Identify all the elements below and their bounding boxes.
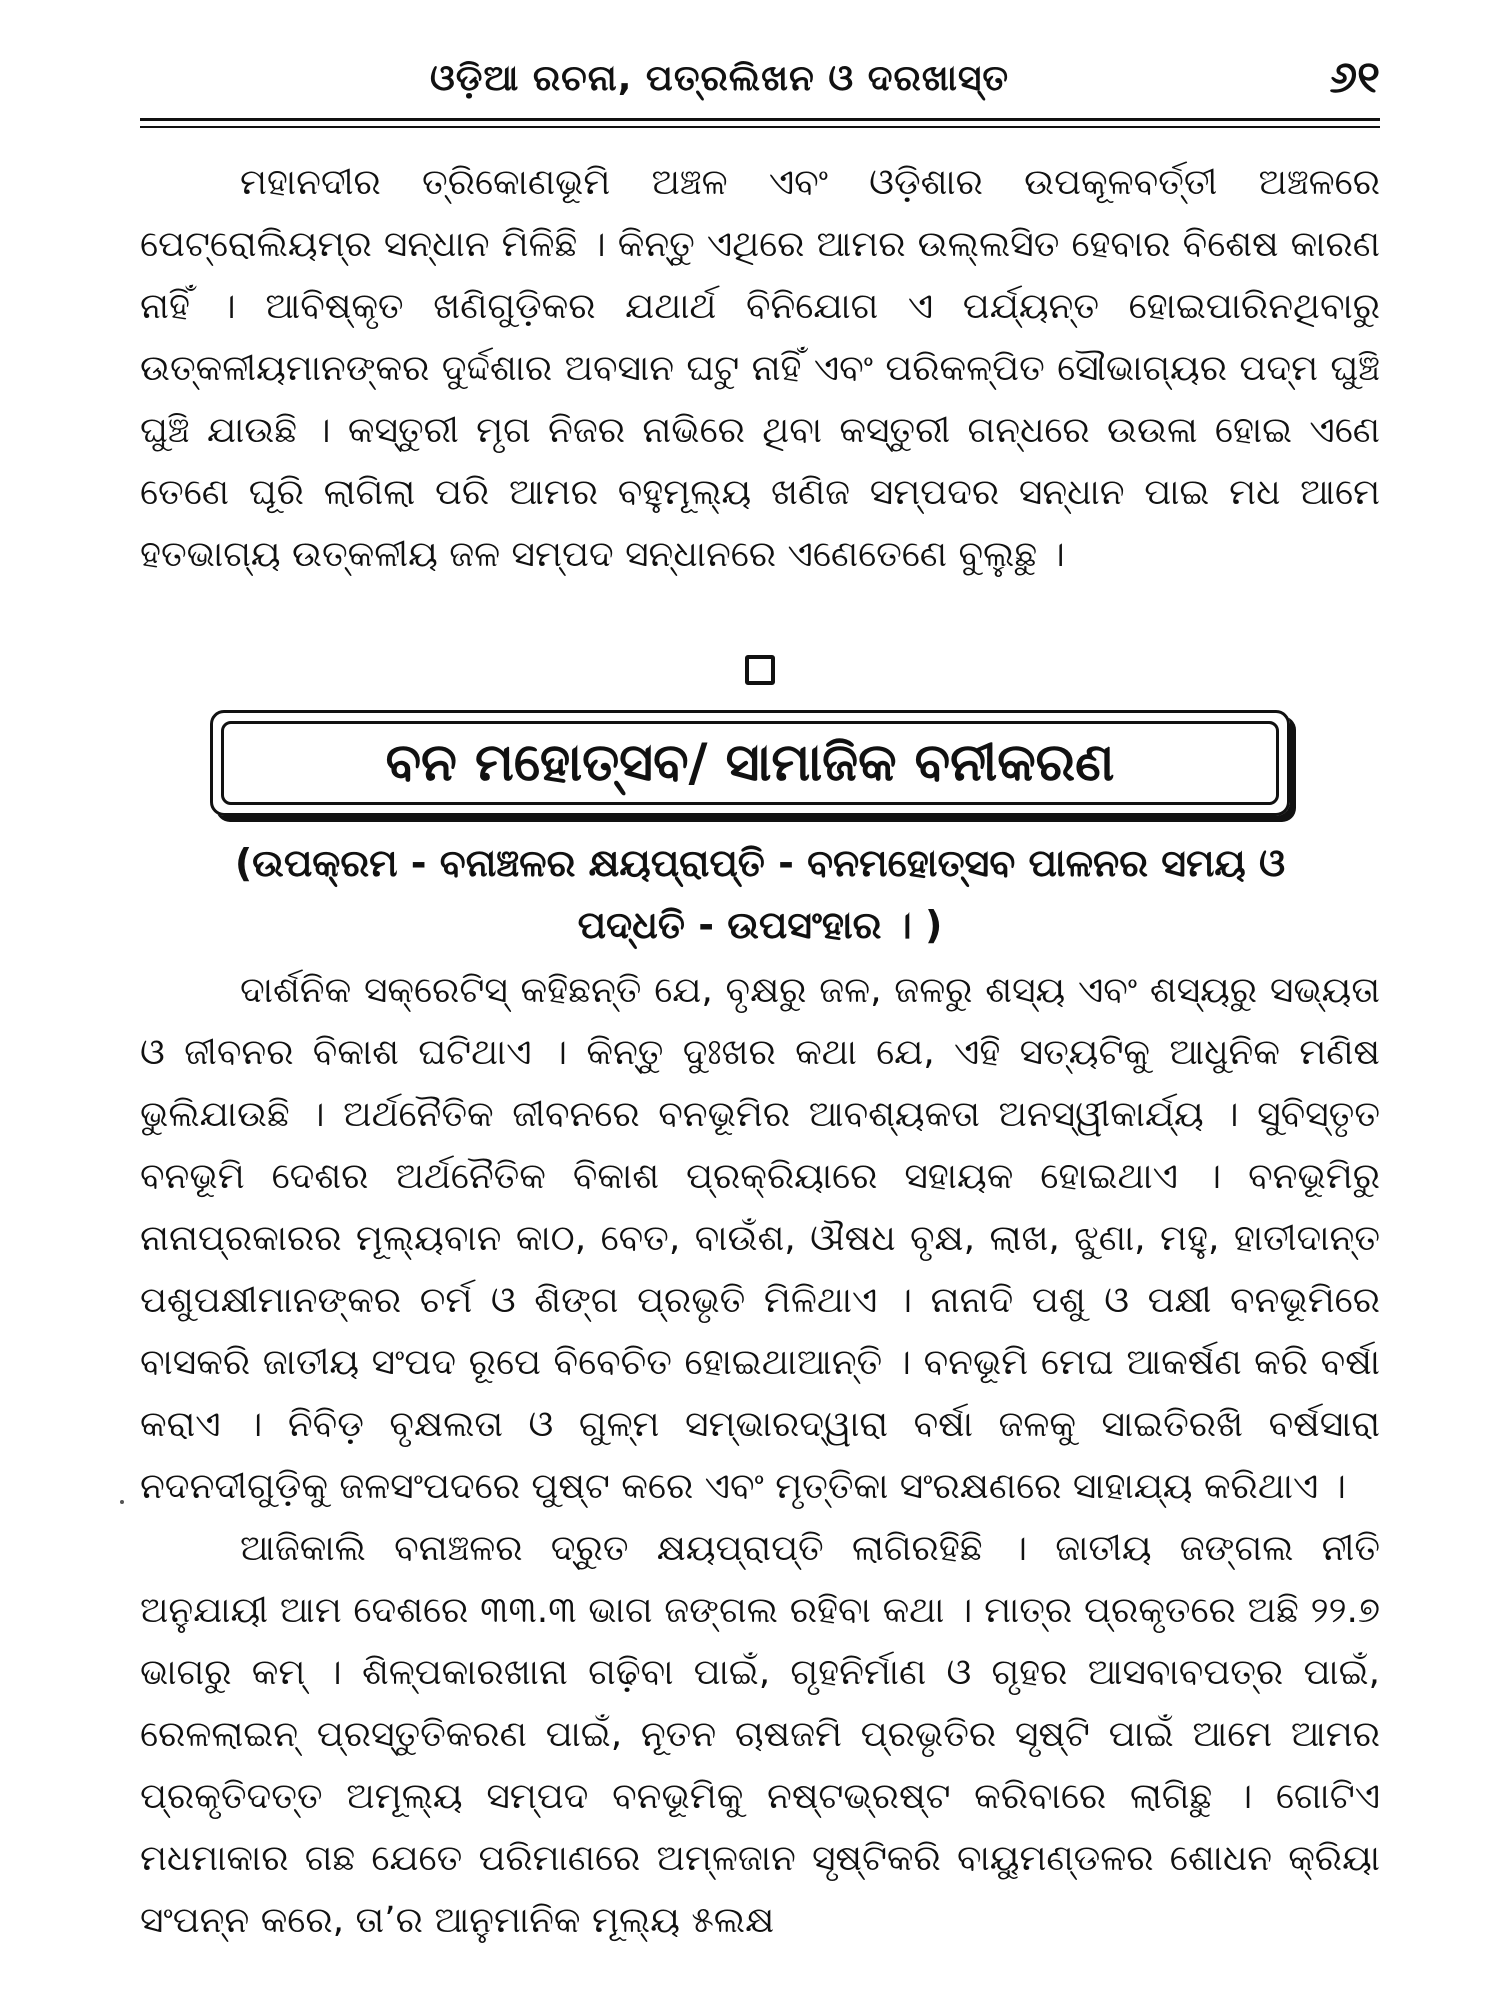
intro-paragraph: ମହାନଦୀର ତ୍ରିକୋଣଭୂମି ଅଞ୍ଚଳ ଏବଂ ଓଡ଼ିଶାର ଉପକୂଳବର୍ତ୍ତୀ ଅଞ୍ଚଳରେ ପେଟ୍ରୋଲିୟମ୍‌ର ସନ୍ଧାନ ମିଳିଛି । କିନ୍ତୁ ଏଥିରେ ଆମର ଉଲ୍ଲସିତ ହେବାର ବିଶେଷ କାରଣ ନାହିଁ । ଆବିଷ୍କୃତ ଖଣିଗୁଡ଼ିକର ଯଥାର୍ଥ ବିନିଯୋଗ ଏ ପର୍ଯ୍ୟନ୍ତ ହୋଇପାରିନଥିବାରୁ ଉତ୍କଳୀୟମାନଙ୍କର ଦୁର୍ଦ୍ଦଶାର ଅବସାନ ଘଟୁ ନାହିଁ ଏବଂ ପରିକଳ୍ପିତ ସୌଭାଗ୍ୟର ପଦ୍ମ ଘୁଞ୍ଚି ଘୁଞ୍ଚି ଯାଉଛି । କସ୍ତୁରୀ ମୃଗ ନିଜର ନାଭିରେ ଥିବା କସ୍ତୁରୀ ଗନ୍ଧରେ ଉଉଳା ହୋଇ ଏଣେ ତେଣେ ଘୂରି ଲାଗିଲା ପରି ଆମର ବହୁମୂଲ୍ୟ ଖଣିଜ ସମ୍ପଦର ସନ୍ଧାନ ପାଇ ମଧ ଆମେ ହତଭାଗ୍ୟ ଉତ୍କଳୀୟ ଜଳ ସମ୍ପଦ ସନ୍ଧାନରେ ଏଣେତେଣେ ବୁଲୁଛୁ ।: [140, 162, 1380, 575]
essay-outline: [140, 832, 1380, 956]
section-separator-box-icon: [745, 655, 775, 685]
section-title: ବନ ମହୋତ୍ସବ/ ସାମାଜିକ ବନୀକରଣ: [385, 732, 1115, 793]
margin-speck: [120, 1500, 124, 1504]
section-title-inner-frame: [221, 721, 1279, 805]
header-rule-thick: [140, 118, 1380, 121]
essay-paragraph-1: ଦାର୍ଶନିକ ସକ୍ରେଟିସ୍‌ କହିଛନ୍ତି ଯେ, ବୃକ୍ଷରୁ ଜଳ, ଜଳରୁ ଶସ୍ୟ ଏବଂ ଶସ୍ୟରୁ ସଭ୍ୟତା ଓ ଜୀବନର ବିକାଶ ଘଟିଥାଏ । କିନ୍ତୁ ଦୁଃଖର କଥା ଯେ, ଏହି ସତ୍ୟଟିକୁ ଆଧୁନିକ ମଣିଷ ଭୁଲିଯାଉଛି । ଅର୍ଥନୈତିକ ଜୀବନରେ ବନଭୂମିର ଆବଶ୍ୟକତା ଅନସ୍ୱୀକାର୍ଯ୍ୟ । ସୁବିସ୍ତୃତ ବନଭୂମି ଦେଶର ଅର୍ଥନୈତିକ ବିକାଶ ପ୍ରକ୍ରିୟାରେ ସହାୟକ ହୋଇଥାଏ । ବନଭୂମିରୁ ନାନାପ୍ରକାରର ମୂଲ୍ୟବାନ କାଠ, ବେତ, ବାଉଁଶ, ଔଷଧ ବୃକ୍ଷ, ଲାଖ, ଝୁଣା, ମହୁ, ହାତୀଦାନ୍ତ ପଶୁପକ୍ଷୀମାନଙ୍କର ଚର୍ମ ଓ ଶିଙ୍ଗ ପ୍ରଭୃତି ମିଳିଥାଏ । ନାନାଦି ପଶୁ ଓ ପକ୍ଷୀ ବନଭୂମିରେ ବାସକରି ଜାତୀୟ ସଂପଦ ରୂପେ ବିବେଚିତ ହୋଇଥାଆନ୍ତି । ବନଭୂମି ମେଘ ଆକର୍ଷଣ କରି ବର୍ଷା କରାଏ । ନିବିଡ଼ ବୃକ୍ଷଲତା ଓ ଗୁଳ୍ମ ସମ୍ଭାରଦ୍ୱାରା ବର୍ଷା ଜଳକୁ ସାଇତିରଖି ବର୍ଷସାରା ନଦନଦୀଗୁଡ଼ିକୁ ଜଳସଂପଦରେ ପୁଷ୍ଟ କରେ ଏବଂ ମୃତ୍ତିକା ସଂରକ୍ଷଣରେ ସାହାଯ୍ୟ କରିଥାଏ ।: [140, 970, 1380, 1507]
section-title-frame: [210, 710, 1290, 816]
page-number: ୬୧: [1329, 52, 1380, 103]
running-header: [140, 52, 1380, 116]
running-header-title: ଓଡ଼ିଆ ରଚନା, ପତ୍ରଲିଖନ ଓ ଦରଖାସ୍ତ: [430, 58, 1010, 99]
intro-text-block: [140, 152, 1380, 586]
essay-outline-line-2: ପଦ୍ଧତି - ଉପସଂହାର । ): [577, 903, 943, 947]
essay-outline-line-1: (ଉପକ୍ରମ - ବନାଞ୍ଚଳର କ୍ଷୟପ୍ରାପ୍ତି - ବନମହୋତ୍ସବ ପାଳନର ସମୟ ଓ: [234, 841, 1286, 885]
essay-paragraph-2: ଆଜିକାଲି ବନାଞ୍ଚଳର ଦ୍ରୁତ କ୍ଷୟପ୍ରାପ୍ତି ଲାଗିରହିଛି । ଜାତୀୟ ଜଙ୍ଗଲ ନୀତି ଅନୁଯାୟୀ ଆମ ଦେଶରେ ୩୩.୩ ଭାଗ ଜଙ୍ଗଲ ରହିବା କଥା । ମାତ୍ର ପ୍ରକୃତରେ ଅଛି ୨୨.୭ ଭାଗରୁ କମ୍‌ । ଶିଳ୍ପକାରଖାନା ଗଢ଼ିବା ପାଇଁ, ଗୃହନିର୍ମାଣ ଓ ଗୃହର ଆସବାବପତ୍ର ପାଇଁ, ରେଳଲାଇନ୍‌ ପ୍ରସ୍ତୁତିକରଣ ପାଇଁ, ନୂତନ ଚାଷଜମି ପ୍ରଭୃତିର ସୃଷ୍ଟି ପାଇଁ ଆମେ ଆମର ପ୍ରକୃତିଦତ୍ତ ଅମୂଲ୍ୟ ସମ୍ପଦ ବନଭୂମିକୁ ନଷ୍ଟଭ୍ରଷ୍ଟ କରିବାରେ ଲାଗିଛୁ । ଗୋଟିଏ ମଧମାକାର ଗଛ ଯେତେ ପରିମାଣରେ ଅମ୍ଳଜାନ ସୃଷ୍ଟିକରି ବାୟୁମଣ୍ଡଳର ଶୋଧନ କ୍ରିୟା ସଂପନ୍ନ କରେ, ତା’ର ଆନୁମାନିକ ମୂଲ୍ୟ ୫ଲକ୍ଷ: [140, 1528, 1380, 1941]
header-rule-thin: [140, 126, 1380, 128]
essay-text-block: [140, 960, 1380, 1952]
